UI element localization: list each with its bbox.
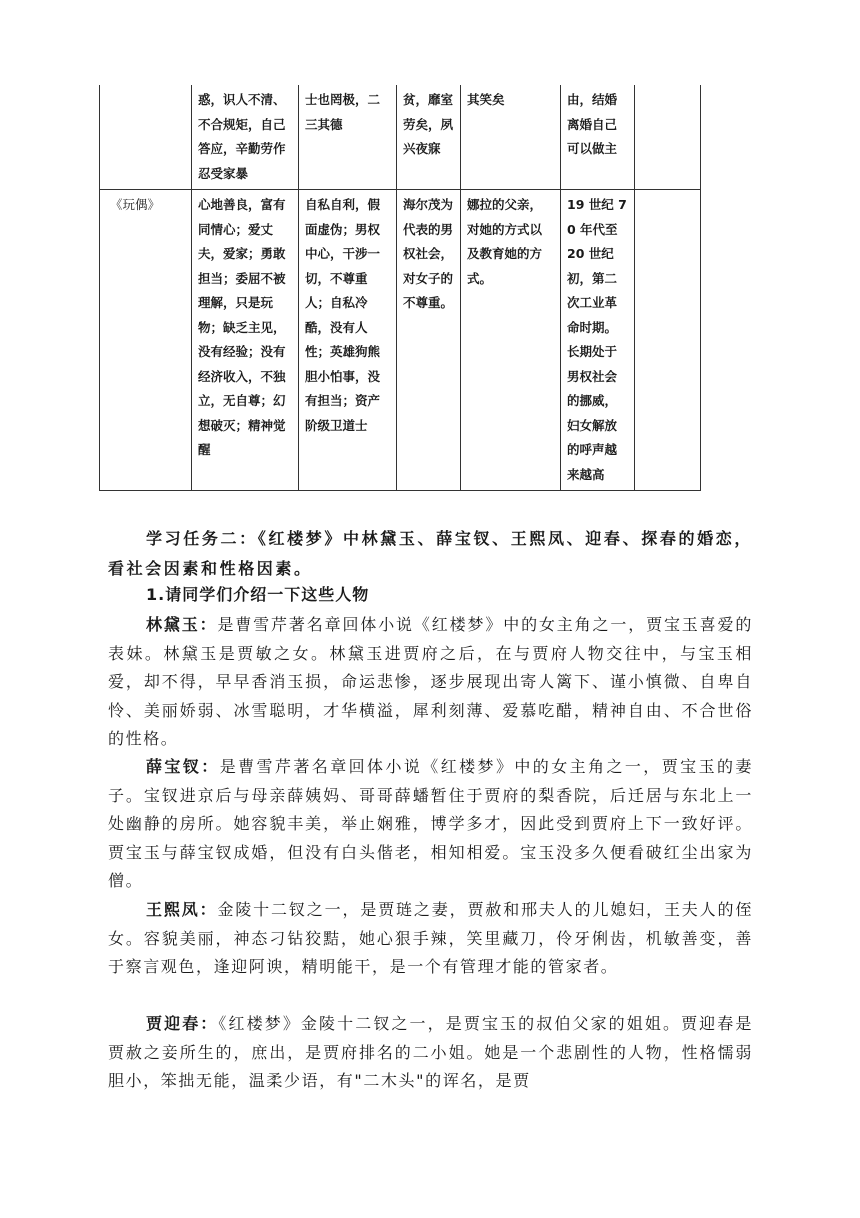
table-cell: 19 世纪 70 年代至 20 世纪初，第二次工业革命时期。长期处于男权社会的挪威，妇女解放的呼声越来越高 xyxy=(561,190,635,491)
character-paragraph-wang-xifeng xyxy=(108,896,753,982)
table-cell: 贫，靡室劳矣，夙兴夜寐 xyxy=(397,85,461,190)
character-name: 王熙凤： xyxy=(146,900,218,919)
character-name: 贾迎春： xyxy=(146,1014,219,1033)
character-name: 薛宝钗： xyxy=(146,757,220,776)
table-cell xyxy=(635,190,701,491)
character-description: 是曹雪芹著名章回体小说《红楼梦》中的女主角之一，贾宝玉的妻子。宝钗进京后与母亲薛姨妈、哥哥薛蟠暂住于贾府的梨香院，后迁居与东北上一处幽静的房所。她容貌丰美，举止娴雅，博学多才，因此受到贾府上下一致好评。贾宝玉与薛宝钗成婚，但没有白头偕老，相知相爱。宝玉没多久便看破红尘出家为僧。 xyxy=(108,757,754,890)
character-description: 是曹雪芹著名章回体小说《红楼梦》中的女主角之一，贾宝玉喜爱的表妹。林黛玉是贾敏之女。林黛玉进贾府之后，在与贾府人物交往中，与宝玉相爱，却不得，早早香消玉损，命运悲惨，逐步展现出寄人篱下、谨小慎微、自卑自怜、美丽娇弱、冰雪聪明，才华横溢，犀利刻薄、爱慕吃醋，精神自由、不合世俗的性格。 xyxy=(108,615,753,748)
comparison-table xyxy=(99,85,701,491)
character-paragraph-jia-yingchun xyxy=(108,1010,753,1096)
task-heading: 学习任务二：《红楼梦》中林黛玉、薛宝钗、王熙凤、迎春、探春的婚恋，看社会因素和性格因素。 xyxy=(108,529,753,578)
table-row xyxy=(100,190,701,491)
character-paragraph-xue-baochai xyxy=(108,753,753,896)
table-cell: 心地善良，富有同情心；爱丈夫，爱家；勇敢担当；委屈不被理解，只是玩物；缺乏主见，没有经验；没有经济收入，不独立，无自尊；幻想破灭；精神觉醒 xyxy=(192,190,299,491)
section-heading: 1.请同学们介绍一下这些人物 xyxy=(146,585,370,604)
table-cell: 自私自利，假面虚伪；男权中心，干涉一切，不尊重人；自私冷酷，没有人性；英雄狗熊胆小怕事，没有担当；资产阶级卫道士 xyxy=(299,190,397,491)
table-row xyxy=(100,85,701,190)
table-cell xyxy=(100,85,192,190)
table-cell xyxy=(635,85,701,190)
table-cell: 海尔茂为代表的男权社会，对女子的不尊重。 xyxy=(397,190,461,491)
table-cell: 惑，识人不清、不合规矩，自己答应，辛勤劳作 忍受家暴 xyxy=(192,85,299,190)
character-paragraph-lin-daiyu xyxy=(108,611,753,754)
table-cell: 《玩偶》 xyxy=(100,190,192,491)
table-cell: 娜拉的父亲，对她的方式以及教育她的方式。 xyxy=(461,190,561,491)
table-cell: 其笑矣 xyxy=(461,85,561,190)
character-description: 金陵十二钗之一，是贾琏之妻，贾赦和邢夫人的儿媳妇，王夫人的侄女。容貌美丽，神态刁钻狡黠，她心狠手辣，笑里藏刀，伶牙俐齿，机敏善变，善于察言观色，逢迎阿谀，精明能干，是一个有管理才能的管家者。 xyxy=(108,900,753,976)
table-cell: 士也罔极，二三其德 xyxy=(299,85,397,190)
character-name: 林黛玉： xyxy=(146,615,218,634)
character-description: 《红楼梦》金陵十二钗之一，是贾宝玉的叔伯父家的姐姐。贾迎春是贾赦之妾所生的，庶出，是贾府排名的二小姐。她是一个悲剧性的人物，性格懦弱胆小，笨拙无能，温柔少语，有"二木头"的诨名，是贾 xyxy=(108,1014,753,1090)
table-cell: 由，结婚离婚自己可以做主 xyxy=(561,85,635,190)
